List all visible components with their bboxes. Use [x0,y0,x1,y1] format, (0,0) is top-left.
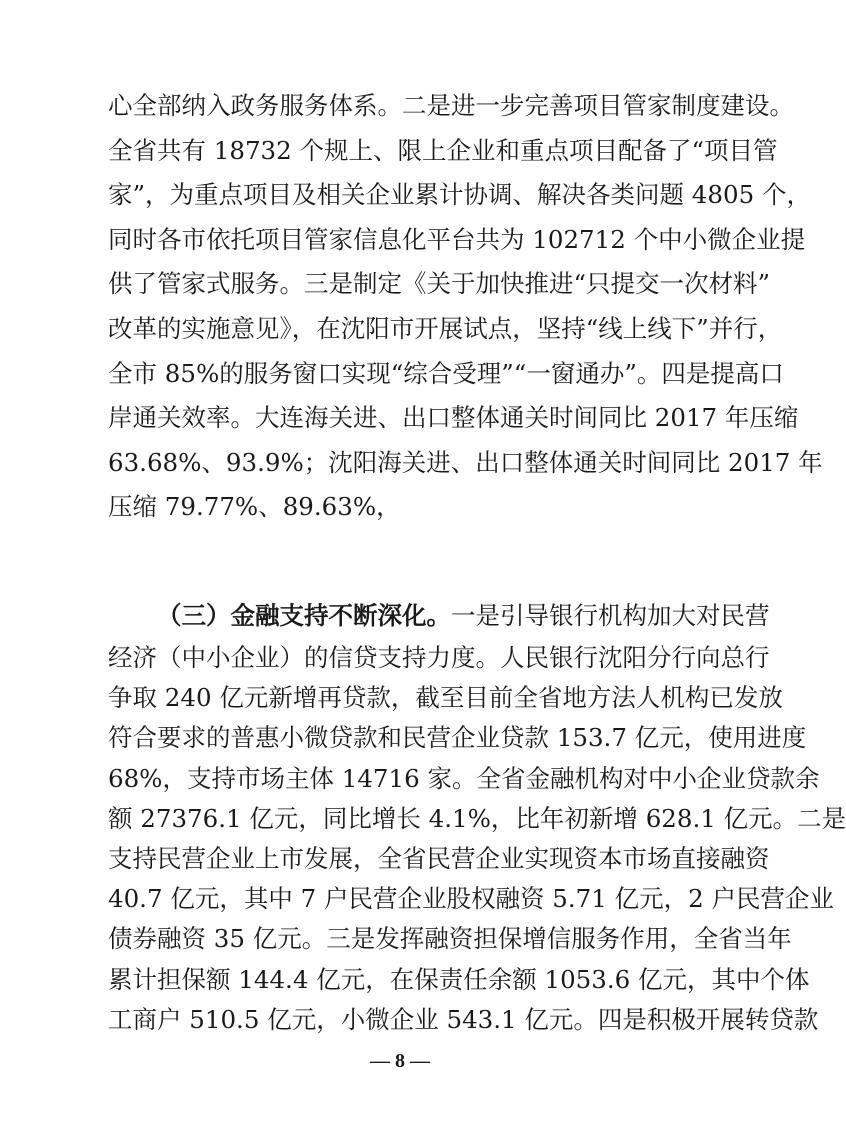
text-line: 压缩 79.77%、89.63%， [108,492,401,522]
text-line: 岸通关效率。大连海关进、出口整体通关时间同比 2017 年压缩 [108,403,799,433]
text-line: 符合要求的普惠小微贷款和民营企业贷款 153.7 亿元，使用进度 [108,723,807,753]
text-line: 家”，为重点项目及相关企业累计协调、解决各类问题 4805 个， [108,180,811,210]
section-heading: （三）金融支持不断深化。 [157,601,451,630]
text-line: 40.7 亿元，其中 7 户民营企业股权融资 5.71 亿元，2 户民营企业 [108,884,835,914]
text-line: 全省共有 18732 个规上、限上企业和重点项目配备了“项目管 [108,135,778,165]
text-line: 争取 240 亿元新增再贷款，截至目前全省地方法人机构已发放 [108,683,783,713]
page-number: — 8 — [370,1050,430,1072]
text-line: 同时各市依托项目管家信息化平台共为 102712 个中小微企业提 [108,224,806,254]
text-line: 额 27376.1 亿元，同比增长 4.1%，比年初新增 628.1 亿元。二是 [108,803,846,833]
text-line: 63.68%、93.9%；沈阳海关进、出口整体通关时间同比 2017 年 [108,447,823,477]
section-heading-rest: 一是引导银行机构加大对民营 [451,601,770,630]
text-line: 供了管家式服务。三是制定《关于加快推进“只提交一次材料” [108,269,771,299]
text-line: 改革的实施意见》，在沈阳市开展试点，坚持“线上线下”并行， [108,314,783,343]
text-line: 心全部纳入政务服务体系。二是进一步完善项目管家制度建设。 [108,91,794,120]
section-heading-line [157,594,770,638]
text-line: 累计担保额 144.4 亿元，在保责任余额 1053.6 亿元，其中个体 [108,964,810,994]
text-line: 债券融资 35 亿元。三是发挥融资担保增信服务作用，全省当年 [108,924,792,954]
text-line: 68%，支持市场主体 14716 家。全省金融机构对中小企业贷款余 [108,763,820,793]
text-line: 支持民营企业上市发展，全省民营企业实现资本市场直接融资 [108,844,770,873]
text-line: 工商户 510.5 亿元，小微企业 543.1 亿元。四是积极开展转贷款 [108,1004,819,1034]
text-line: 经济（中小企业）的信贷支持力度。人民银行沈阳分行向总行 [108,643,770,672]
text-line: 全市 85%的服务窗口实现“综合受理”“一窗通办”。四是提高口 [108,358,784,388]
